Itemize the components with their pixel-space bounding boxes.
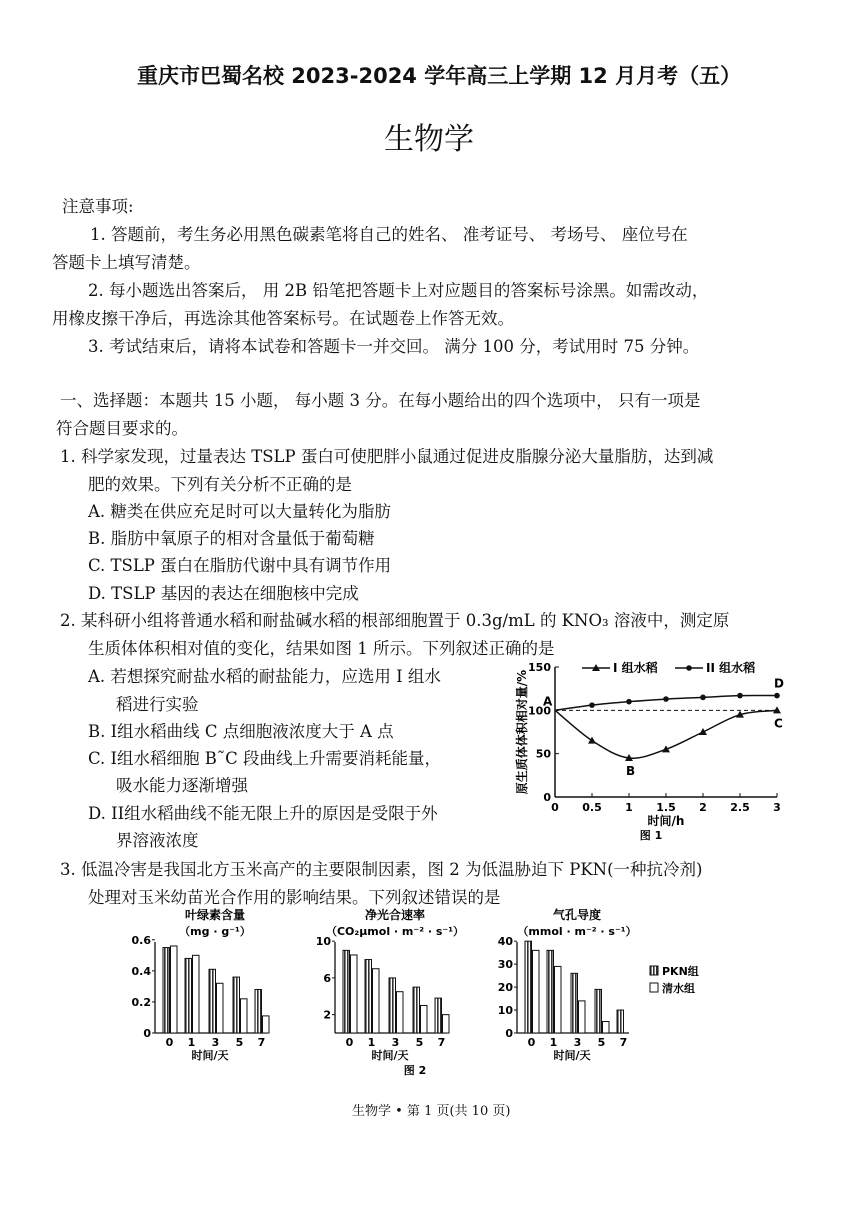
panel-y-tick-label: 0.4 xyxy=(131,964,151,978)
q2-option-b: B. I组水稻曲线 C 点细胞液浓度大于 A 点 xyxy=(88,722,394,741)
bar-pkn xyxy=(365,960,372,1033)
panel-x-tick-label: 3 xyxy=(211,1036,220,1049)
bar-water xyxy=(193,955,200,1033)
panel-x-tick-label: 7 xyxy=(257,1036,266,1049)
bar-water xyxy=(241,999,248,1033)
q2-option-d-line-2: 界溶液浓度 xyxy=(116,831,199,850)
series-2-point xyxy=(737,693,743,699)
series-2-point xyxy=(626,699,632,705)
panel-y-tick-label: 6 xyxy=(323,971,331,985)
bar-water xyxy=(397,992,404,1033)
q1-stem-line-2: 肥的效果。下列有关分析不正确的是 xyxy=(88,475,352,494)
panel-title: 净光合速率 xyxy=(364,908,426,922)
figure-caption: 图 2 xyxy=(403,1064,427,1077)
panel-x-axis-label: 时间/天 xyxy=(371,1049,409,1062)
bar-water xyxy=(533,950,540,1033)
x-tick-label: 0 xyxy=(551,801,559,814)
subject-title: 生物学 xyxy=(384,122,474,157)
panel-unit: （mg · g⁻¹） xyxy=(179,925,251,938)
panel-y-tick-label: 0.6 xyxy=(131,933,151,947)
figure-2-bar-charts xyxy=(125,910,735,1080)
y-tick-label: 0 xyxy=(543,791,551,804)
panel-unit: （CO₂μmol · m⁻² · s⁻¹） xyxy=(325,925,465,938)
bar-water xyxy=(603,1022,610,1033)
series-2-point xyxy=(663,696,669,702)
panel-x-tick-label: 3 xyxy=(573,1036,582,1049)
panel-unit: （mmol · m⁻² · s⁻¹） xyxy=(517,925,637,938)
bar-water xyxy=(351,955,358,1033)
panel-x-tick-label: 3 xyxy=(391,1036,400,1049)
x-tick-label: 1.5 xyxy=(656,801,676,814)
panel-x-tick-label: 1 xyxy=(187,1036,196,1049)
panel-x-tick-label: 5 xyxy=(415,1036,424,1049)
bar-water xyxy=(443,1015,450,1033)
bar-pkn xyxy=(185,958,192,1033)
panel-x-axis-label: 时间/天 xyxy=(191,1049,229,1062)
legend-label-2: II 组水稻 xyxy=(706,661,756,675)
q2-option-a-line-1: A. 若想探究耐盐水稻的耐盐能力，应选用 I 组水 xyxy=(88,667,441,686)
bar-water xyxy=(579,1001,586,1033)
bar-pkn xyxy=(209,969,216,1033)
point-label: B xyxy=(626,764,636,778)
panel-x-tick-label: 5 xyxy=(235,1036,244,1049)
q3-stem-line-2: 处理对玉米幼苗光合作用的影响结果。下列叙述错误的是 xyxy=(88,888,501,907)
bar-pkn xyxy=(571,973,578,1033)
panel-y-tick-label: 2 xyxy=(323,1008,331,1022)
point-label: D xyxy=(774,676,784,691)
bar-pkn xyxy=(255,989,262,1033)
section-heading-line-1: 一、选择题：本题共 15 小题， 每小题 3 分。在每小题给出的四个选项中， 只有一项是 xyxy=(60,391,701,410)
note-2-line-2: 用橡皮擦干净后，再选涂其他答案标号。在试题卷上作答无效。 xyxy=(52,309,514,328)
bar-pkn xyxy=(617,1010,624,1033)
figure-caption: 图 1 xyxy=(639,829,663,842)
series-1-point xyxy=(699,728,707,735)
q3-stem-line-1: 3. 低温冷害是我国北方玉米高产的主要限制因素，图 2 为低温胁迫下 PKN(一种抗冷剂) xyxy=(60,860,703,879)
bar-water xyxy=(263,1016,270,1033)
section-heading-line-2: 符合题目要求的。 xyxy=(56,419,188,438)
legend-swatch-water xyxy=(650,983,658,992)
bar-pkn xyxy=(413,987,420,1033)
panel-x-tick-label: 7 xyxy=(619,1036,628,1049)
bar-pkn xyxy=(547,950,554,1033)
q2-stem-line-2: 生质体体积相对值的变化，结果如图 1 所示。下列叙述正确的是 xyxy=(88,639,555,658)
panel-x-tick-label: 0 xyxy=(165,1036,174,1049)
bar-water xyxy=(171,946,178,1033)
y-tick-label: 100 xyxy=(528,704,551,718)
q1-stem-line-1: 1. 科学家发现，过量表达 TSLP 蛋白可使肥胖小鼠通过促进皮脂腺分泌大量脂肪，达到减 xyxy=(60,447,714,466)
panel-y-tick-label: 10 xyxy=(315,935,331,949)
x-axis-label: 时间/h xyxy=(647,814,685,828)
panel-title: 气孔导度 xyxy=(552,908,602,922)
note-2-line-1: 2. 每小题选出答案后， 用 2B 铅笔把答题卡上对应题目的答案标号涂黑。如需改动， xyxy=(88,281,709,300)
bar-water xyxy=(373,969,380,1033)
q1-option-d: D. TSLP 基因的表达在细胞核中完成 xyxy=(88,584,359,603)
bar-pkn xyxy=(525,941,532,1033)
series-1-point xyxy=(588,737,596,744)
series-2-point xyxy=(589,702,595,708)
x-tick-label: 2.5 xyxy=(730,801,750,814)
panel-x-axis-label: 时间/天 xyxy=(553,1049,591,1062)
figure-1-line-chart xyxy=(510,655,800,842)
note-1-line-2: 答题卡上填写清楚。 xyxy=(52,253,201,272)
series-2-point xyxy=(774,693,780,699)
bar-water xyxy=(421,1005,428,1033)
legend-swatch-pkn xyxy=(650,966,658,975)
panel-x-tick-label: 1 xyxy=(367,1036,376,1049)
notes-heading: 注意事项: xyxy=(62,197,134,216)
x-tick-label: 2 xyxy=(699,801,707,814)
q1-option-a: A. 糖类在供应充足时可以大量转化为脂肪 xyxy=(88,502,391,521)
q2-option-c-line-2: 吸水能力逐渐增强 xyxy=(116,776,248,795)
panel-y-tick-label: 0.2 xyxy=(131,995,151,1009)
x-tick-label: 0.5 xyxy=(582,801,602,814)
y-tick-label: 150 xyxy=(528,661,551,674)
point-label: C xyxy=(774,716,783,731)
series-2-point xyxy=(700,695,706,701)
q2-stem-line-1: 2. 某科研小组将普通水稻和耐盐碱水稻的根部细胞置于 0.3g/mL 的 KNO₃ 溶液中，测定原 xyxy=(60,611,730,630)
panel-x-tick-label: 1 xyxy=(549,1036,558,1049)
note-1-line-1: 1. 答题前，考生务必用黑色碳素笔将自己的姓名、 准考证号、 考场号、 座位号在 xyxy=(90,225,688,244)
panel-x-tick-label: 5 xyxy=(597,1036,606,1049)
legend-label-1: I 组水稻 xyxy=(613,661,658,675)
bar-pkn xyxy=(233,977,240,1033)
bar-pkn xyxy=(435,998,442,1033)
bar-pkn xyxy=(389,978,396,1033)
panel-y-tick-label: 0 xyxy=(505,1027,513,1040)
panel-y-tick-label: 20 xyxy=(497,981,513,995)
bar-pkn xyxy=(595,989,602,1033)
bar-water xyxy=(217,983,224,1033)
bar-water xyxy=(555,966,562,1033)
panel-x-tick-label: 0 xyxy=(527,1036,536,1049)
legend-label-pkn: PKN组 xyxy=(662,965,699,978)
y-tick-label: 50 xyxy=(535,747,551,761)
bar-pkn xyxy=(163,948,170,1033)
panel-title: 叶绿素含量 xyxy=(184,908,246,922)
panel-x-tick-label: 0 xyxy=(345,1036,354,1049)
page-title: 重庆市巴蜀名校 2023-2024 学年高三上学期 12 月月考（五） xyxy=(137,64,742,88)
note-3: 3. 考试结束后，请将本试卷和答题卡一并交回。 满分 100 分，考试用时 75 分钟。 xyxy=(88,337,700,356)
panel-x-tick-label: 7 xyxy=(437,1036,446,1049)
panel-y-tick-label: 40 xyxy=(497,935,513,949)
bar-pkn xyxy=(343,950,350,1033)
q1-option-c: C. TSLP 蛋白在脂肪代谢中具有调节作用 xyxy=(88,556,392,575)
y-axis-label: 原生质体体积相对量/% xyxy=(515,669,529,795)
page-footer: 生物学 • 第 1 页(共 10 页) xyxy=(352,1104,511,1119)
q1-option-b: B. 脂肪中氧原子的相对含量低于葡萄糖 xyxy=(88,529,375,548)
panel-y-tick-label: 0 xyxy=(143,1027,151,1040)
q2-option-a-line-2: 稻进行实验 xyxy=(116,695,199,714)
x-tick-label: 3 xyxy=(773,801,781,814)
x-tick-label: 1 xyxy=(625,801,633,814)
panel-y-tick-label: 10 xyxy=(497,1004,513,1018)
point-label: A xyxy=(543,694,553,709)
legend-marker-2 xyxy=(686,665,692,671)
q2-option-c-line-1: C. I组水稻细胞 B˜C 段曲线上升需要消耗能量， xyxy=(88,749,442,768)
legend-label-water: 清水组 xyxy=(662,982,695,995)
panel-y-tick-label: 30 xyxy=(497,958,513,972)
q2-option-d-line-1: D. II组水稻曲线不能无限上升的原因是受限于外 xyxy=(88,804,438,823)
